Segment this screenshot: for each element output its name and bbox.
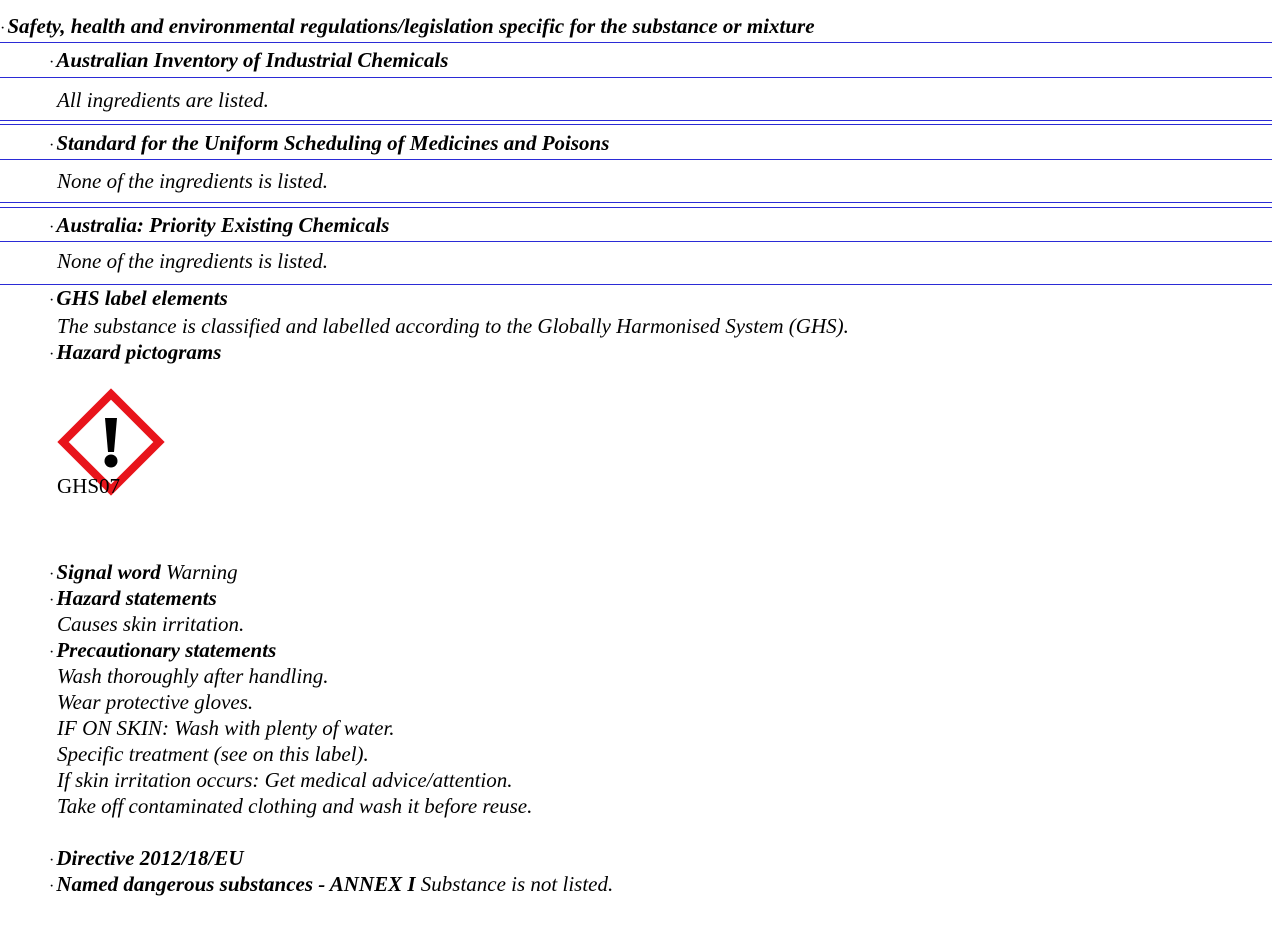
signal-row [49,559,238,588]
pictograms-heading-row [49,339,221,368]
bullet: · [49,566,55,583]
bullet: · [49,219,55,236]
bullet: · [0,20,6,37]
bullet: · [49,852,55,869]
pec-text: None of the ingredients is listed. [57,249,329,273]
precaution-item: Wash thoroughly after handling. [57,664,329,688]
precaution-item: IF ON SKIN: Wash with plenty of water. [57,716,395,740]
directive-heading-row [49,845,244,874]
precaution-item: Specific treatment (see on this label). [57,742,369,766]
hazard-text: Causes skin irritation. [57,612,245,636]
annex-heading: Named dangerous substances - ANNEX I [56,872,416,896]
signal-value: Warning [166,560,238,584]
bullet: · [49,592,55,609]
pictograms-heading: Hazard pictograms [56,340,222,364]
aiic-heading: Australian Inventory of Industrial Chemicals [56,48,449,72]
precaution-item: Take off contaminated clothing and wash it before reuse. [57,794,533,818]
ghs-heading: GHS label elements [56,286,228,310]
aiic-heading-row [49,47,448,76]
bullet: · [49,54,55,71]
signal-heading: Signal word [56,560,161,584]
pec-heading: Australia: Priority Existing Chemicals [56,213,390,237]
precaution-item: Wear protective gloves. [57,690,254,714]
hazard-heading-row [49,585,217,614]
bullet: · [49,137,55,154]
bullet: · [49,346,55,363]
pec-heading-row [49,212,389,241]
susmp-heading-row [49,130,609,159]
bullet: · [49,878,55,895]
bullet: · [49,292,55,309]
regulations-heading-row [0,13,815,42]
ghs-heading-row [49,285,228,314]
hazard-heading: Hazard statements [56,586,217,610]
annex-row [49,871,613,900]
regulations-heading: Safety, health and environmental regulations/legislation specific for the substance or mixture [7,14,815,38]
precaution-heading: Precautionary statements [56,638,277,662]
precaution-heading-row [49,637,276,666]
precaution-item: If skin irritation occurs: Get medical advice/attention. [57,768,513,792]
pictogram-code: GHS07 [57,474,121,498]
susmp-heading: Standard for the Uniform Scheduling of Medicines and Poisons [56,131,610,155]
susmp-text: None of the ingredients is listed. [57,169,329,193]
annex-text: Substance is not listed. [420,872,614,896]
aiic-text: All ingredients are listed. [57,88,269,112]
bullet: · [49,644,55,661]
ghs-text: The substance is classified and labelled according to the Globally Harmonised System (GHS). [57,314,849,338]
directive-heading: Directive 2012/18/EU [56,846,244,870]
